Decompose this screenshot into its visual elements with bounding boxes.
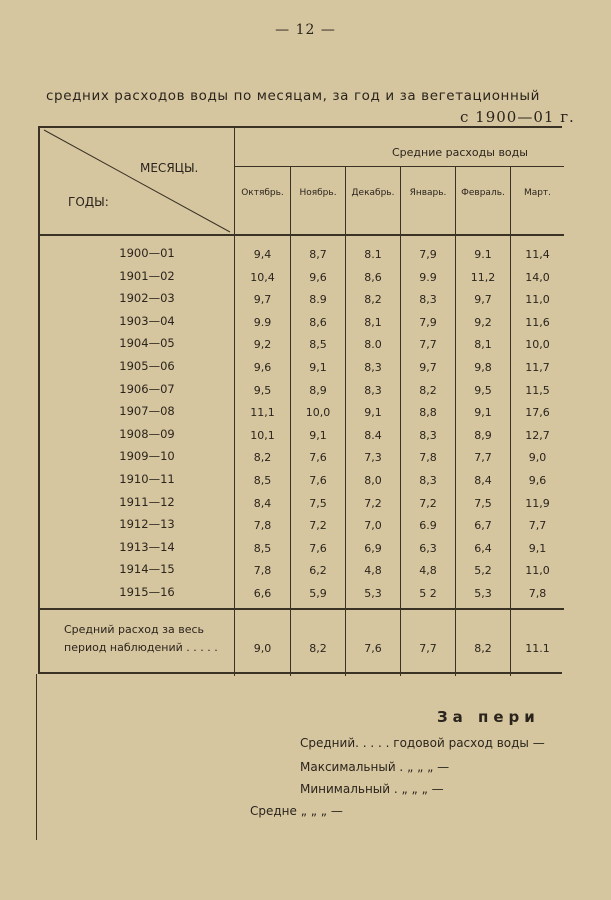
value-cell: 9,1	[309, 429, 327, 442]
value-cell: 9.9	[253, 316, 272, 329]
value-cell: 11,9	[525, 497, 550, 510]
value-cell: 6,7	[474, 519, 492, 532]
value-cell: 7,6	[309, 451, 327, 464]
average-cell: 7,6	[364, 642, 382, 655]
year-label: 1911—12	[119, 495, 175, 509]
year-label: 1905—06	[119, 359, 175, 373]
group-header: Средние расходы воды	[392, 146, 528, 159]
month-header: Октябрь.	[241, 188, 284, 198]
value-cell: 8,5	[309, 338, 327, 351]
month-header: Февраль.	[461, 188, 505, 198]
corner-months-label: МЕСЯЦЫ.	[140, 161, 199, 175]
year-label: 1914—15	[119, 562, 175, 576]
value-cell: 8,9	[309, 384, 327, 397]
value-cell: 9,4	[253, 248, 272, 261]
value-cell: 9,8	[474, 361, 492, 374]
year-label: 1906—07	[119, 382, 175, 396]
value-cell: 11,4	[525, 248, 550, 261]
year-label: 1912—13	[119, 517, 175, 531]
value-cell: 7,2	[419, 497, 437, 510]
year-label: 1907—08	[119, 404, 175, 418]
value-cell: 5 2	[419, 587, 437, 600]
value-cell: 8,2	[419, 384, 437, 397]
value-cell: 7,8	[253, 519, 272, 532]
month-header: Январь.	[409, 188, 447, 198]
value-cell: 7,2	[309, 519, 327, 532]
value-cell: 8.0	[364, 338, 382, 351]
value-cell: 8,1	[364, 316, 382, 329]
year-label: 1913—14	[119, 540, 175, 554]
year-label: 1903—04	[119, 314, 175, 328]
value-cell: 6,9	[364, 542, 382, 555]
value-cell: 8.9	[309, 293, 327, 306]
value-cell: 7,6	[309, 474, 327, 487]
year-label: 1902—03	[119, 291, 175, 305]
average-cell: 7,7	[419, 642, 437, 655]
value-cell: 11,0	[525, 293, 550, 306]
value-cell: 8,0	[364, 474, 382, 487]
value-cell: 8,3	[419, 293, 437, 306]
value-cell: 6,2	[309, 564, 327, 577]
average-label-line1: Средний расход за весь	[64, 623, 205, 636]
value-cell: 8,6	[364, 271, 382, 284]
average-cell: 8,2	[474, 642, 492, 655]
value-cell: 6,4	[474, 542, 492, 555]
value-cell: 14,0	[525, 271, 550, 284]
value-cell: 9,6	[253, 361, 272, 374]
month-header: Декабрь.	[351, 188, 395, 198]
value-cell: 8,3	[419, 474, 437, 487]
summary-line-min: Минимальный . „ „ „ —	[300, 782, 444, 796]
value-cell: 5,3	[474, 587, 492, 600]
value-cell: 9,2	[474, 316, 492, 329]
value-cell: 7,8	[419, 451, 437, 464]
corner-diagonal	[40, 128, 235, 234]
year-label: 1901—02	[119, 269, 175, 283]
divider	[40, 234, 564, 236]
value-cell: 5,3	[364, 587, 382, 600]
value-cell: 9,2	[253, 338, 272, 351]
value-cell: 8,6	[309, 316, 327, 329]
month-header: Ноябрь.	[299, 188, 337, 198]
value-cell: 7,2	[364, 497, 382, 510]
value-cell: 9,0	[528, 451, 547, 464]
value-cell: 8,2	[364, 293, 382, 306]
value-cell: 8.4	[364, 429, 382, 442]
value-cell: 8,3	[364, 361, 382, 374]
period-title: За пери	[437, 708, 540, 726]
value-cell: 10,0	[525, 338, 550, 351]
year-label: 1910—11	[119, 472, 175, 486]
value-cell: 11,2	[470, 271, 496, 284]
value-cell: 7,8	[253, 564, 272, 577]
value-cell: 7,3	[364, 451, 382, 464]
value-cell: 9,6	[309, 271, 327, 284]
value-cell: 8,2	[253, 451, 272, 464]
average-cell: 11.1	[525, 642, 550, 655]
year-label: 1904—05	[119, 336, 175, 350]
value-cell: 7,7	[419, 338, 437, 351]
value-cell: 9,7	[253, 293, 272, 306]
value-cell: 9,1	[528, 542, 547, 555]
year-label: 1915—16	[119, 585, 175, 599]
value-cell: 8,9	[474, 429, 492, 442]
value-cell: 8,8	[419, 406, 437, 419]
divider	[234, 166, 564, 167]
value-cell: 8,5	[253, 542, 272, 555]
summary-line-average: Средний. . . . . годовой расход воды —	[300, 736, 545, 750]
value-cell: 7,6	[309, 542, 327, 555]
year-label: 1908—09	[119, 427, 175, 441]
value-cell: 8.1	[364, 248, 382, 261]
value-cell: 11,5	[525, 384, 550, 397]
value-cell: 10,4	[250, 271, 275, 284]
summary-line-mid: Средне „ „ „ —	[250, 804, 343, 818]
value-cell: 6.9	[419, 519, 437, 532]
value-cell: 9,5	[253, 384, 272, 397]
average-label-line2: период наблюдений . . . . .	[64, 641, 218, 654]
value-cell: 9,6	[528, 474, 547, 487]
value-cell: 7,7	[528, 519, 547, 532]
value-cell: 8,1	[474, 338, 492, 351]
value-cell: 7,0	[364, 519, 382, 532]
water-discharge-table	[38, 126, 562, 674]
value-cell: 12,7	[525, 429, 550, 442]
value-cell: 9,1	[364, 406, 382, 419]
page-number: — 12 —	[275, 22, 336, 38]
corner-years-label: ГОДЫ:	[68, 195, 109, 209]
table-heading: средних расходов воды по месяцам, за год и за вегетационный	[46, 88, 541, 104]
value-cell: 8,4	[253, 497, 272, 510]
value-cell: 9.9	[419, 271, 437, 284]
value-cell: 11,7	[525, 361, 550, 374]
value-cell: 8,5	[253, 474, 272, 487]
value-cell: 10,1	[250, 429, 275, 442]
value-cell: 7,5	[309, 497, 327, 510]
year-label: 1909—10	[119, 449, 175, 463]
value-cell: 9,5	[474, 384, 492, 397]
value-cell: 9.1	[474, 248, 492, 261]
value-cell: 10,0	[305, 406, 331, 419]
value-cell: 9,1	[309, 361, 327, 374]
left-rule	[36, 674, 37, 840]
value-cell: 4,8	[419, 564, 437, 577]
value-cell: 8,4	[474, 474, 492, 487]
value-cell: 11,1	[250, 406, 275, 419]
value-cell: 7,7	[474, 451, 492, 464]
month-header: Март.	[523, 188, 552, 198]
value-cell: 7,5	[474, 497, 492, 510]
value-cell: 9,7	[419, 361, 437, 374]
divider	[40, 608, 564, 610]
value-cell: 6,3	[419, 542, 437, 555]
value-cell: 7,8	[528, 587, 547, 600]
average-cell: 8,2	[309, 642, 327, 655]
value-cell: 6,6	[253, 587, 272, 600]
value-cell: 8,3	[419, 429, 437, 442]
value-cell: 7,9	[419, 248, 437, 261]
value-cell: 11,0	[525, 564, 550, 577]
value-cell: 8,7	[309, 248, 327, 261]
average-cell: 9,0	[253, 642, 272, 655]
value-cell: 9,1	[474, 406, 492, 419]
value-cell: 5,9	[309, 587, 327, 600]
value-cell: 11,6	[525, 316, 550, 329]
year-label: 1900—01	[119, 246, 175, 260]
table-subheading: с 1900—01 г.	[460, 108, 575, 126]
value-cell: 7,9	[419, 316, 437, 329]
value-cell: 8,3	[364, 384, 382, 397]
value-cell: 9,7	[474, 293, 492, 306]
value-cell: 17,6	[525, 406, 550, 419]
value-cell: 5,2	[474, 564, 492, 577]
summary-line-max: Максимальный . „ „ „ —	[300, 760, 450, 774]
value-cell: 4,8	[364, 564, 382, 577]
